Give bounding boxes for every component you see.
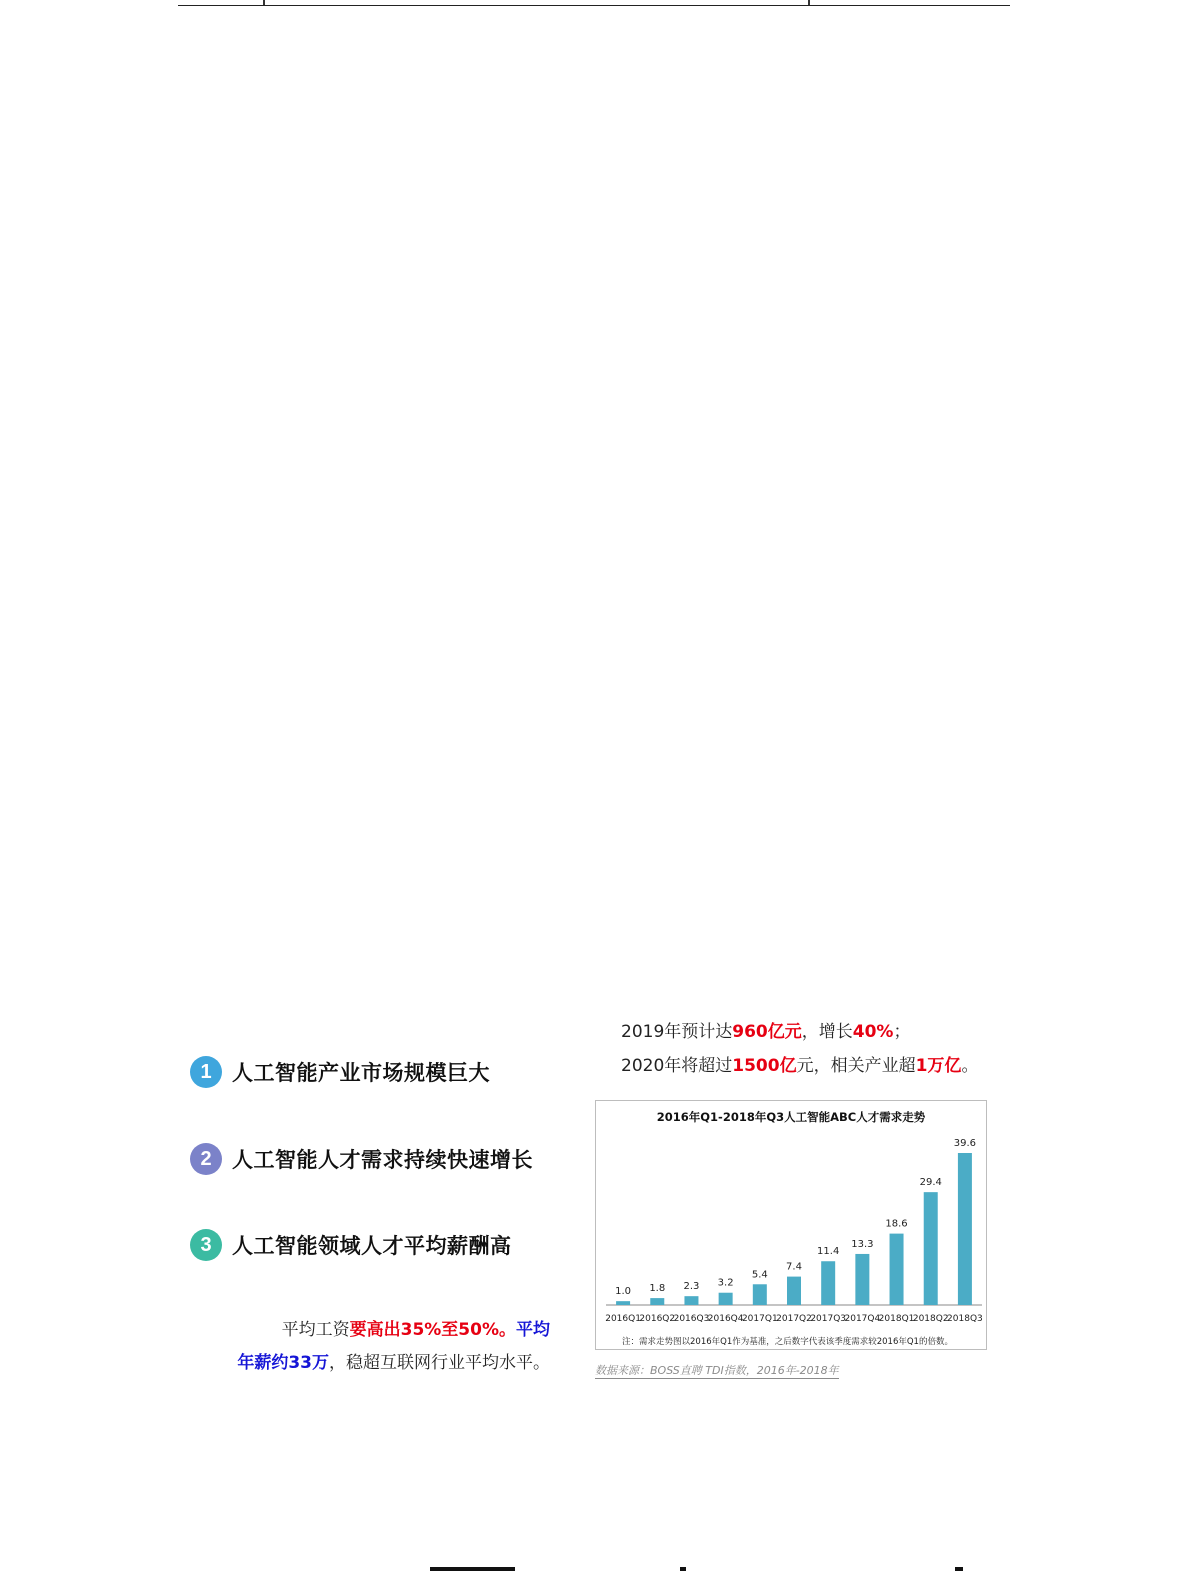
chart-tick-label: 2018Q3 <box>947 1314 983 1324</box>
chart-data-label: 18.6 <box>885 1218 908 1230</box>
chart-bar <box>650 1298 664 1305</box>
salary-highlight: 平均 <box>516 1320 550 1340</box>
forecast-line-1 <box>621 1017 910 1042</box>
chart-tick-label: 2016Q2 <box>639 1314 676 1324</box>
salary-highlight: 年薪约33万 <box>237 1353 329 1373</box>
header-tick <box>808 0 810 5</box>
salary-text: ，稳超互联网行业平均水平。 <box>329 1353 550 1373</box>
number-badge-1: 1 <box>190 1056 222 1088</box>
chart-tick-label: 2017Q1 <box>741 1314 778 1324</box>
data-source: 数据来源：BOSS直聘 TDI指数，2016年-2018年 <box>595 1364 839 1377</box>
chart-canvas <box>596 1101 986 1349</box>
chart-tick-label: 2016Q3 <box>673 1314 710 1324</box>
chart-bar <box>719 1293 733 1305</box>
chart-tick-label: 2016Q1 <box>605 1314 641 1324</box>
key-point-3 <box>190 1229 512 1261</box>
chart-bar <box>787 1277 801 1305</box>
forecast-text: 2020年将超过 <box>621 1056 733 1076</box>
number-badge-3: 3 <box>190 1229 222 1261</box>
chart-bar <box>924 1192 938 1305</box>
forecast-highlight: 960亿元 <box>732 1022 802 1042</box>
chart-bar <box>855 1254 869 1305</box>
chart-tick-label: 2018Q1 <box>878 1314 915 1324</box>
header-rule <box>178 5 1010 6</box>
key-point-text: 人工智能产业市场规模巨大 <box>232 1061 490 1085</box>
chart-data-label: 2.3 <box>683 1281 700 1293</box>
key-point-text: 人工智能人才需求持续快速增长 <box>232 1148 533 1172</box>
forecast-text: 。 <box>961 1056 979 1076</box>
footer-mark <box>430 1567 515 1571</box>
chart-tick-label: 2017Q2 <box>776 1314 812 1324</box>
chart-title: 2016年Q1-2018年Q3人工智能ABC人才需求走势 <box>656 1110 926 1124</box>
chart-note: 注：需求走势图以2016年Q1作为基准，之后数字代表该季度需求较2016年Q1的倍数。 <box>622 1337 953 1347</box>
chart-tick-label: 2016Q4 <box>707 1314 744 1324</box>
footer-mark <box>680 1567 686 1571</box>
chart-bar <box>821 1261 835 1305</box>
salary-paragraph <box>200 1314 550 1380</box>
salary-text: 平均工资 <box>281 1320 350 1340</box>
forecast-line-2 <box>621 1051 978 1076</box>
chart-bar <box>684 1296 698 1305</box>
chart-data-label: 11.4 <box>817 1246 840 1258</box>
chart-tick-label: 2017Q3 <box>810 1314 847 1324</box>
forecast-text: ； <box>893 1022 911 1042</box>
key-point-1 <box>190 1056 490 1088</box>
chart-data-label: 13.3 <box>851 1238 874 1250</box>
chart-bar <box>616 1301 630 1305</box>
chart-tick-label: 2018Q2 <box>912 1314 949 1324</box>
chart-data-label: 29.4 <box>919 1177 942 1189</box>
chart-tick-label: 2017Q4 <box>844 1314 881 1324</box>
forecast-highlight: 1万亿 <box>915 1056 962 1076</box>
header-tick <box>263 0 265 5</box>
key-point-text: 人工智能领域人才平均薪酬高 <box>232 1234 512 1258</box>
footer-mark <box>955 1567 963 1571</box>
forecast-text: 元，相关产业超 <box>796 1056 916 1076</box>
chart-data-label: 5.4 <box>751 1269 768 1281</box>
chart-bar <box>958 1153 972 1305</box>
key-point-2 <box>190 1143 533 1175</box>
forecast-highlight: 1500亿 <box>732 1056 797 1076</box>
chart-data-label: 1.8 <box>649 1283 666 1295</box>
forecast-highlight: 40% <box>852 1022 894 1042</box>
demand-chart <box>595 1100 987 1350</box>
chart-data-label: 39.6 <box>953 1138 977 1149</box>
chart-data-label: 7.4 <box>786 1261 802 1273</box>
forecast-text: 2019年预计达 <box>621 1022 733 1042</box>
chart-bar <box>890 1234 904 1305</box>
chart-data-label: 1.0 <box>615 1286 632 1298</box>
chart-data-label: 3.2 <box>717 1277 734 1289</box>
forecast-text: ，增长 <box>801 1022 853 1042</box>
salary-highlight: 要高出35%至50%。 <box>349 1320 516 1340</box>
chart-bar <box>753 1284 767 1305</box>
number-badge-2: 2 <box>190 1143 222 1175</box>
